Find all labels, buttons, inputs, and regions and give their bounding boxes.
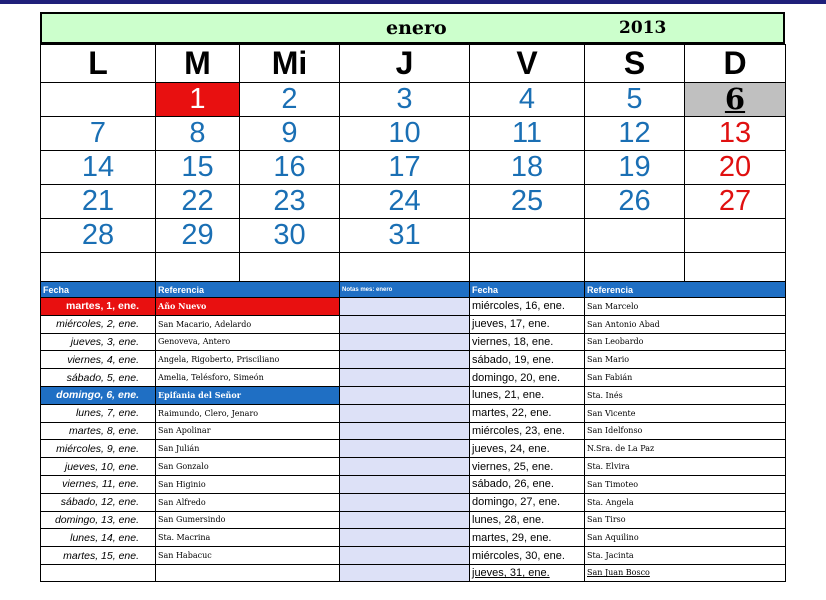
notes-body — [41, 298, 786, 582]
day-cell[interactable]: 16 — [240, 151, 340, 185]
left-fecha-cell: lunes, 14, ene. — [41, 529, 156, 547]
note-cell[interactable] — [340, 475, 470, 493]
note-cell[interactable] — [340, 422, 470, 440]
note-cell[interactable] — [340, 315, 470, 333]
right-referencia-cell: Sta. Inés — [585, 386, 786, 404]
right-referencia-cell: San Mario — [585, 351, 786, 369]
day-cell-holiday[interactable]: 1 — [156, 83, 240, 117]
day-cell[interactable]: 21 — [41, 185, 156, 219]
day-cell-sunday[interactable] — [685, 219, 786, 253]
notes-row — [41, 422, 786, 440]
day-cell[interactable]: 5 — [585, 83, 685, 117]
weekday-header: Mi — [240, 45, 340, 83]
week-row — [41, 185, 786, 219]
day-cell-sunday[interactable]: 27 — [685, 185, 786, 219]
day-cell[interactable]: 25 — [470, 185, 585, 219]
right-fecha-cell: domingo, 27, ene. — [470, 493, 585, 511]
day-cell[interactable] — [470, 219, 585, 253]
left-referencia-cell: San Alfredo — [156, 493, 340, 511]
day-cell[interactable]: 18 — [470, 151, 585, 185]
notes-row — [41, 351, 786, 369]
referencia-header: Referencia — [585, 282, 786, 298]
month-name: enero — [386, 17, 447, 39]
day-cell[interactable]: 15 — [156, 151, 240, 185]
right-referencia-cell: San Timoteo — [585, 475, 786, 493]
day-cell[interactable]: 26 — [585, 185, 685, 219]
day-cell[interactable]: 14 — [41, 151, 156, 185]
day-cell[interactable]: 4 — [470, 83, 585, 117]
notes-row — [41, 369, 786, 387]
left-referencia-cell: San Habacuc — [156, 547, 340, 565]
week-row — [41, 117, 786, 151]
right-referencia-cell: Sta. Jacinta — [585, 547, 786, 565]
left-fecha-cell: viernes, 4, ene. — [41, 351, 156, 369]
month-grid — [40, 44, 786, 287]
right-fecha-cell: jueves, 17, ene. — [470, 315, 585, 333]
day-cell[interactable]: 10 — [340, 117, 470, 151]
left-fecha-cell: domingo, 6, ene. — [41, 386, 156, 404]
day-cell[interactable]: 9 — [240, 117, 340, 151]
right-referencia-cell: San Leobardo — [585, 333, 786, 351]
fecha-header: Fecha — [470, 282, 585, 298]
left-fecha-cell: sábado, 5, ene. — [41, 369, 156, 387]
left-referencia-cell: San Julián — [156, 440, 340, 458]
left-referencia-cell: Amelia, Telésforo, Simeón — [156, 369, 340, 387]
day-cell[interactable]: 3 — [340, 83, 470, 117]
weekday-header: S — [585, 45, 685, 83]
day-cell[interactable]: 12 — [585, 117, 685, 151]
day-cell[interactable]: 7 — [41, 117, 156, 151]
notes-row — [41, 458, 786, 476]
right-fecha-cell: domingo, 20, ene. — [470, 369, 585, 387]
notes-row — [41, 511, 786, 529]
day-cell[interactable] — [585, 219, 685, 253]
left-referencia-cell: Epifania del Señor — [156, 386, 340, 404]
day-cell[interactable]: 17 — [340, 151, 470, 185]
day-cell[interactable]: 23 — [240, 185, 340, 219]
day-cell[interactable]: 28 — [41, 219, 156, 253]
note-cell[interactable] — [340, 493, 470, 511]
notes-header-row — [41, 282, 786, 298]
week-row — [41, 151, 786, 185]
note-cell[interactable] — [340, 440, 470, 458]
left-fecha-cell: lunes, 7, ene. — [41, 404, 156, 422]
week-row — [41, 83, 786, 117]
right-fecha-cell: viernes, 25, ene. — [470, 458, 585, 476]
left-fecha-cell: jueves, 10, ene. — [41, 458, 156, 476]
right-referencia-cell: San Tirso — [585, 511, 786, 529]
note-cell[interactable] — [340, 369, 470, 387]
left-fecha-cell: miércoles, 9, ene. — [41, 440, 156, 458]
note-cell[interactable] — [340, 458, 470, 476]
left-referencia-cell — [156, 564, 340, 581]
left-referencia-cell: San Apolinar — [156, 422, 340, 440]
left-referencia-cell: Sta. Macrina — [156, 529, 340, 547]
day-cell[interactable]: 30 — [240, 219, 340, 253]
right-referencia-cell: San Vicente — [585, 404, 786, 422]
notes-row — [41, 404, 786, 422]
weekday-header: V — [470, 45, 585, 83]
note-cell[interactable] — [340, 404, 470, 422]
note-cell[interactable] — [340, 333, 470, 351]
day-cell[interactable]: 8 — [156, 117, 240, 151]
right-fecha-cell: lunes, 28, ene. — [470, 511, 585, 529]
weekday-header-row — [41, 45, 786, 83]
weekday-header: M — [156, 45, 240, 83]
right-fecha-cell: jueves, 31, ene. — [470, 564, 585, 581]
left-fecha-cell: sábado, 12, ene. — [41, 493, 156, 511]
left-fecha-cell: martes, 15, ene. — [41, 547, 156, 565]
day-cell-sunday[interactable]: 20 — [685, 151, 786, 185]
left-fecha-cell: miércoles, 2, ene. — [41, 315, 156, 333]
day-cell[interactable]: 22 — [156, 185, 240, 219]
note-cell[interactable] — [340, 351, 470, 369]
weekday-header: L — [41, 45, 156, 83]
right-referencia-cell: San Aquilino — [585, 529, 786, 547]
day-cell[interactable]: 31 — [340, 219, 470, 253]
day-cell[interactable]: 19 — [585, 151, 685, 185]
notes-row — [41, 547, 786, 565]
left-referencia-cell: Año Nuevo — [156, 298, 340, 316]
day-cell-sunday[interactable]: 13 — [685, 117, 786, 151]
year-label: 2013 — [619, 18, 667, 38]
weekday-header: J — [340, 45, 470, 83]
month-title-bar — [40, 12, 785, 44]
left-fecha-cell: martes, 1, ene. — [41, 298, 156, 316]
left-referencia-cell: Genoveva, Antero — [156, 333, 340, 351]
right-referencia-cell: San Juan Bosco — [585, 564, 786, 581]
left-referencia-cell: San Macario, Adelardo — [156, 315, 340, 333]
left-fecha-cell — [41, 564, 156, 581]
notes-row — [41, 564, 786, 581]
right-fecha-cell: jueves, 24, ene. — [470, 440, 585, 458]
day-cell[interactable]: 11 — [470, 117, 585, 151]
note-cell[interactable] — [340, 511, 470, 529]
day-cell[interactable] — [41, 83, 156, 117]
right-fecha-cell: sábado, 26, ene. — [470, 475, 585, 493]
fecha-header: Fecha — [41, 282, 156, 298]
left-referencia-cell: San Gonzalo — [156, 458, 340, 476]
note-cell[interactable] — [340, 298, 470, 316]
note-cell[interactable] — [340, 386, 470, 404]
weekday-header: D — [685, 45, 786, 83]
notes-row — [41, 440, 786, 458]
day-cell-selected[interactable]: 6 — [685, 83, 786, 117]
notas-header: Notas mes: enero — [340, 282, 470, 298]
right-fecha-cell: viernes, 18, ene. — [470, 333, 585, 351]
right-referencia-cell: N.Sra. de La Paz — [585, 440, 786, 458]
right-referencia-cell: Sta. Angela — [585, 493, 786, 511]
notes-row — [41, 315, 786, 333]
day-cell[interactable]: 24 — [340, 185, 470, 219]
right-fecha-cell: miércoles, 23, ene. — [470, 422, 585, 440]
notes-row — [41, 386, 786, 404]
week-row — [41, 219, 786, 253]
day-cell[interactable]: 2 — [240, 83, 340, 117]
note-cell[interactable] — [340, 564, 470, 581]
notes-row — [41, 475, 786, 493]
right-fecha-cell: sábado, 19, ene. — [470, 351, 585, 369]
left-fecha-cell: viernes, 11, ene. — [41, 475, 156, 493]
right-fecha-cell: martes, 22, ene. — [470, 404, 585, 422]
left-referencia-cell: Angela, Rigoberto, Prisciliano — [156, 351, 340, 369]
right-referencia-cell: San Antonio Abad — [585, 315, 786, 333]
right-fecha-cell: lunes, 21, ene. — [470, 386, 585, 404]
left-fecha-cell: jueves, 3, ene. — [41, 333, 156, 351]
right-fecha-cell: miércoles, 16, ene. — [470, 298, 585, 316]
day-cell[interactable]: 29 — [156, 219, 240, 253]
notes-table — [40, 281, 786, 582]
referencia-header: Referencia — [156, 282, 340, 298]
notes-row — [41, 333, 786, 351]
left-referencia-cell: San Gumersindo — [156, 511, 340, 529]
left-referencia-cell: Raimundo, Clero, Jenaro — [156, 404, 340, 422]
right-referencia-cell: San Fabián — [585, 369, 786, 387]
notes-row — [41, 298, 786, 316]
left-fecha-cell: martes, 8, ene. — [41, 422, 156, 440]
left-referencia-cell: San Higinio — [156, 475, 340, 493]
note-cell[interactable] — [340, 547, 470, 565]
right-fecha-cell: miércoles, 30, ene. — [470, 547, 585, 565]
notes-row — [41, 529, 786, 547]
right-referencia-cell: San Idelfonso — [585, 422, 786, 440]
notes-row — [41, 493, 786, 511]
right-fecha-cell: martes, 29, ene. — [470, 529, 585, 547]
right-referencia-cell: Sta. Elvira — [585, 458, 786, 476]
window-top-border — [0, 0, 826, 4]
left-fecha-cell: domingo, 13, ene. — [41, 511, 156, 529]
right-referencia-cell: San Marcelo — [585, 298, 786, 316]
note-cell[interactable] — [340, 529, 470, 547]
